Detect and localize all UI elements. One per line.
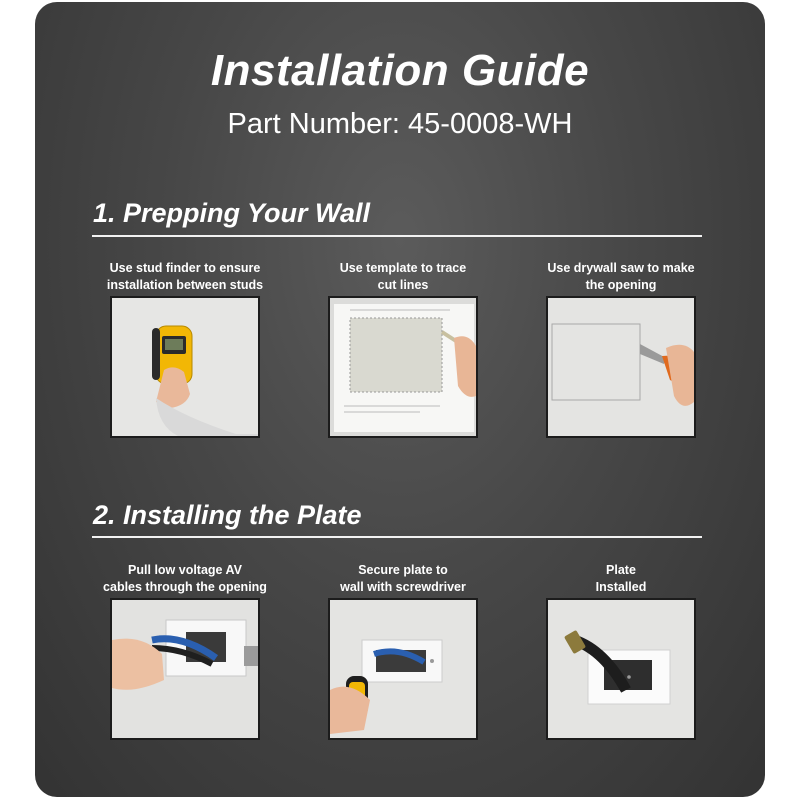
step-drywall-saw	[521, 260, 721, 438]
step-caption	[85, 260, 285, 296]
caption-line: Secure plate to	[358, 563, 448, 577]
step-caption	[303, 562, 503, 598]
drywall-saw-photo	[546, 296, 696, 438]
caption-line: installation between studs	[106, 278, 264, 292]
step-plate-installed	[521, 562, 721, 740]
step-caption	[303, 260, 503, 296]
step-caption	[521, 562, 721, 598]
stud-finder-photo	[110, 296, 260, 438]
screwdriver-photo	[328, 598, 478, 740]
step-screwdriver	[303, 562, 503, 740]
caption-line: Installed	[595, 580, 647, 594]
caption-line: Use template to trace	[339, 261, 467, 275]
section-heading-prepping: 1. Prepping Your Wall	[93, 198, 371, 228]
step-caption	[85, 562, 285, 598]
step-template	[303, 260, 503, 438]
caption-line: Plate	[606, 563, 636, 577]
step-pull-cables	[85, 562, 285, 740]
section-heading-installing: 2. Installing the Plate	[93, 500, 362, 530]
section-divider	[92, 235, 702, 237]
caption-line: the opening	[585, 278, 657, 292]
caption-line: cables through the opening	[103, 580, 267, 594]
caption-line: wall with screwdriver	[340, 580, 466, 594]
caption-line: cut lines	[377, 278, 429, 292]
guide-title: Installation Guide	[210, 46, 590, 95]
caption-line: Use drywall saw to make	[547, 261, 695, 275]
template-tracing-photo	[328, 296, 478, 438]
plate-installed-photo	[546, 598, 696, 740]
step-caption	[521, 260, 721, 296]
section-divider	[92, 536, 702, 538]
pull-cables-photo	[110, 598, 260, 740]
step-stud-finder	[85, 260, 285, 438]
part-number: Part Number: 45-0008-WH	[227, 108, 573, 140]
caption-line: Pull low voltage AV	[128, 563, 242, 577]
guide-card	[35, 2, 765, 797]
caption-line: Use stud finder to ensure	[109, 261, 261, 275]
